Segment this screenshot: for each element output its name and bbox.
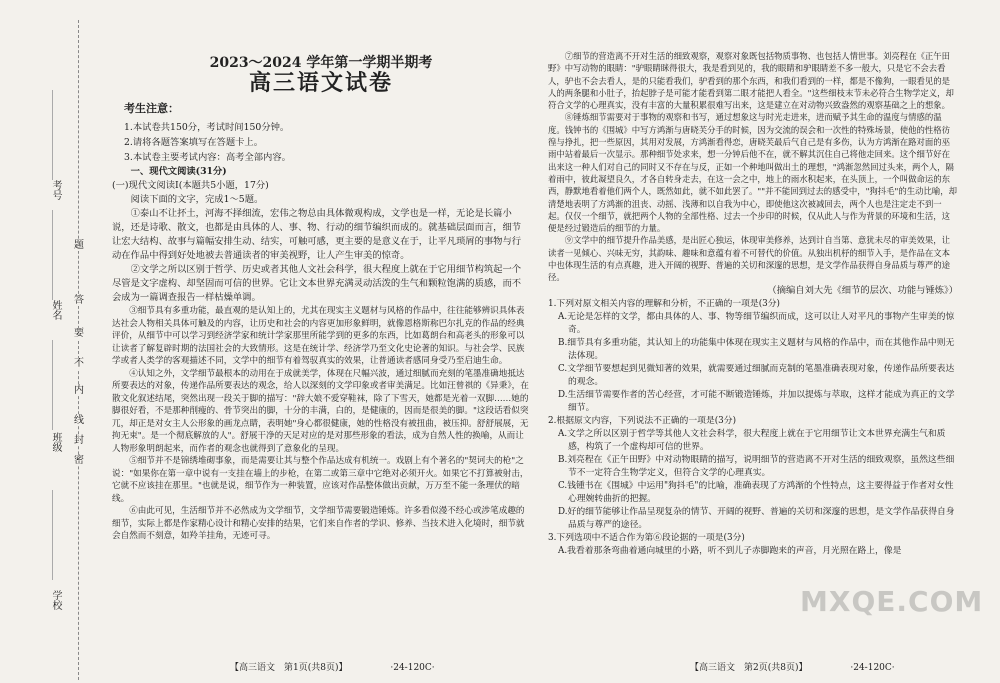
left-page — [112, 52, 530, 543]
xingming-label: 姓名 — [50, 300, 61, 320]
seal-char: 封 — [74, 435, 84, 446]
right-page — [548, 50, 958, 558]
question-option: A.文学之所以区别于哲学等其他人文社会科学，很大程度上就在于它用细节让文本世界充满生气和质感，构筑了一个虚构却可信的世界。 — [558, 428, 946, 452]
question-option: C.文学细节要想起到见微知著的效果，就需要通过细腻而克制的笔墨准确表现对象，传递作品所要表达的观念。 — [558, 363, 955, 387]
paragraph: ⑧锤炼细节需要对于事物的观察和书写，通过想象这与时光走进来，进而赋予其生命的温度与情感的温度。钱钟书的《围城》中写方鸿渐与唐晓芙分手的时候，因为交流的误会和一次性的特殊场景，使他的性格彷徨与挣扎，把一些原因，其用对发展，方鸿渐看得恋，唐晓芙最后气自己是有多伤，认为方鸿渐在路对面的巫雨中站着最后一次显示。那种细节处求来，想一分钟后他不在，就不解其沉住自己将他走回来。这个细节好在出来这一种人们对自己的同时又不存在与反，正如一个种地叫做出土的理想，"鸿渐忽然回过头来，两个人，隔着雨中，彼此凝望良久，才各自转身走去，在这一会之中，地上的雨水积起来，在头顶上，一个叫做命运的东西，静默地看着他们两个人，既然如此，就不如此罢了。""并不能回到过去的感受中，"狗抖毛"的生动比喻，却清楚地表明了方鸿渐的沮丧、动摇、浅薄和以自我为中心，即使他这次被减回去，两个人也是注定走不到一起。仅仅一个细节，就把两个人物的全部性格、过去一个步印的时候，仅从此人与作为背景的环境和生活，这便是经过锻造后的细节的力量。 — [548, 112, 958, 234]
notice-item: 1.本试卷共150分，考试时间150分钟。 — [124, 122, 290, 133]
section-instruction: 阅读下面的文字，完成1～5题。 — [130, 194, 264, 205]
question-option: C.钱锺书在《围城》中运用"狗抖毛"的比喻，准确表现了方鸿渐的个性特点，这主要得益于作者对女性心理婉转曲折的把握。 — [558, 480, 954, 504]
paragraph: ②文学之所以区别于哲学、历史或者其他人文社会科学，很大程度上就在于它用细节构筑起一个尽管是文字虚构、却坚固而可信的世界。它让文本世界充满灵动活泼的生气和颗粒饱满的质感，而不会成为一篇调查报告一样枯燥单调。 — [112, 264, 522, 303]
question-2 — [548, 415, 958, 532]
section-heading: 一、现代文阅读(31分) — [130, 166, 227, 177]
seal-char: 答 — [74, 295, 84, 306]
watermark-logo: MXQE.COM — [800, 585, 984, 618]
seal-char: 不 — [74, 358, 84, 369]
footer-page-label: 【高三语文 第1页(共8页)】 — [230, 663, 348, 673]
question-stem: 1.下列对原文相关内容的理解和分析，不正确的一项是(3分) — [548, 298, 780, 309]
question-option: D.生活细节需要作者的苦心经营，才可能不断锻造锤炼，并加以提炼与萃取，这样才能成为真正的文学细节。 — [558, 389, 955, 413]
question-stem: 3.下列选项中不适合作为第⑥段论据的一项是(3分) — [548, 532, 745, 543]
seal-char: 线 — [74, 415, 84, 426]
footer-page-label: 【高三语文 第2页(共8页)】 — [690, 663, 808, 673]
footer-left — [230, 660, 435, 673]
banji-line — [52, 340, 53, 430]
notice-title: 考生注意： — [124, 102, 179, 115]
question-1 — [548, 298, 958, 415]
exam-term: 2023～2024 学年第一学期半期考 — [209, 55, 433, 71]
exam-title: 高三语文试卷 — [248, 70, 393, 96]
footer-right — [690, 660, 895, 673]
question-3 — [548, 532, 958, 558]
kaohao-line — [52, 90, 53, 180]
paragraph: ③细节具有多重功能，最直观的是认知上的，尤其在现实主义题材与风格的作品中，往往能够辨识具体表达社会人物相关具体可触及的内容，让历史和社会的内容更加形象鲜明，就像恩格斯称巴尔扎克的作品的经典评价，从细节中可以学习到经济学家和统计学家那里所能学到的更多的东西，比如葛朗台和高老头的形象可以让读者了解复辟时期的法国社会的大致情形。这是在统计学、经济学乃至文化史论著的知识。与社会学、民族学或者人类学的客观描述不同，文学中的细节有着驾驭真实的效果，让普通读者感同身受乃至启迪生命。 — [112, 306, 525, 366]
seal-char: 内 — [74, 385, 84, 396]
seal-char: 题 — [74, 240, 84, 251]
xuexiao-line — [52, 490, 53, 580]
notice-block — [112, 102, 530, 165]
banji-label: 班级 — [50, 432, 61, 452]
question-stem: 2.根据原文内容，下列说法不正确的一项是(3分) — [548, 415, 736, 426]
seal-char: 要 — [74, 328, 84, 339]
footer-code: ·24-120C· — [850, 663, 895, 673]
notice-item: 3.本试卷主要考试内容：高考全部内容。 — [124, 152, 291, 163]
paragraph: ④认知之外，文学细节最根本的动用在于成就美学，体现在尺幅兴波，通过细腻而充刻的笔墨准确地抵达所要表达的对象，传递作品所要表达的观念，给人以深刻的文学印象或者审美满足。比如汪曾祺的《异秉》，在散文化叙述结尾，突然出现一段关于脚的描写："辞大娘不爱穿鞋袜，除了下雪天，她都是光着一双脚……她的脚很好看，不是那种削瘦的、骨节突出的脚，十分的丰满，白的，是健康的，因而是很美的脚。"这段话看似突兀，却正是对女主人公形象的画龙点睛，表明她"身心都很健康，她的性格没有被扭曲，被压抑。舒舒展展，无拘无束"。是一个彻底解放的人"。舒展干净的天足对应的是对那些形象的看法，成为自然人性的换喻，从而让人物形象明朗起来，而作者的观念也就得到了意象化的呈现。 — [112, 368, 529, 454]
paragraph: ⑥由此可见，生活细节并不必然成为文学细节，文学细节需要锻造锤炼。许多看似漫不经心或涉笔成趣的细节，实际上都是作家精心设计和精心安排的结果，它们来自作者的学识、修养、当技术进入化境时，细节就会自然而不刻意，如羚羊挂角，无迹可寻。 — [112, 506, 525, 541]
footer-code: ·24-120C· — [390, 663, 435, 673]
paragraph: ①泰山不让抔土，河海不择细流，宏伟之物总由具体微观构成，文学也是一样，无论是长篇小说，还是诗歌、散文，也都是由具体的人、事、物、行动的细节编织而成的。就基础层面而言，细节让宏大结构、故事与篇幅安排生动、结实，可触可感，更主要的是意义在于，让平凡琐屑的事物与行动在作品中得到好处地被去普通读者的审美视野，让人产生审美的惊奇。 — [112, 208, 522, 261]
xuexiao-label: 学校 — [50, 590, 61, 610]
paragraph: ⑨文学中的细节提升作品美感，是出匠心独运，体现审美修养，达到计自当第、意犹未尽的审美效果，让读者一见倾心、兴味无穷，其韵味、趣味和意蕴有着不可替代的价值。从独出机杼的细节入手，是作品在文本中也体现生活的有点真趣，进入开阔的视野、普遍的关切和深邃的思想，是文学作品获得自身品质与尊严的途径。 — [548, 235, 951, 283]
seal-line — [78, 20, 79, 680]
notice-item: 2.请将各题答案填写在答题卡上。 — [124, 137, 264, 148]
question-option: B.刘亮程在《正午田野》中对动物眼睛的描写，说明细节的营造离不开对生活的细致观察，虽然这些细节不一定符合生物学定义，但符合文学的心理真实。 — [558, 454, 955, 478]
paragraph: ⑤细节并不是锦绣堆砌事象，而是需要让其与整个作品达成有机统一。戏剧上有个著名的"契诃夫的枪"之说："如果你在第一章中说有一支挂在墙上的步枪，在第二或第三章中它绝对必须开火。如果它不打算被射击，它就不应该挂在那里。"也就是说，细节作为一种装置，应该对作品整体做出贡献，万万至不能一条理伏的暗线。 — [112, 456, 529, 504]
kaohao-label: 考号 — [50, 180, 61, 200]
question-option: A.我看着那条弯曲着通向城里的小路，听不到儿子赤脚跑来的声音，月光照在路上，像是 — [558, 545, 902, 556]
question-option: A.无论是怎样的文学，都由具体的人、事、物等细节编织而成，这可以让人对平凡的事物产生审美的惊奇。 — [558, 311, 955, 335]
seal-char: 密 — [74, 455, 84, 466]
binding-strip — [0, 0, 100, 683]
xingming-line — [52, 210, 53, 300]
question-option: B.细节具有多重功能，其认知上的功能集中体现在现实主义题材与风格的作品中，而在其他作品中则无法体现。 — [558, 337, 955, 361]
source-note: （摘编自刘大先《细节的层次、功能与锤炼》） — [767, 284, 958, 296]
question-option: D.好的细节能够让作品呈现复杂的情节、开阔的视野、普遍的关切和深邃的思想，是文学作品获得自身品质与尊严的途径。 — [558, 506, 955, 530]
section-sub: (一)现代文阅读Ⅰ(本题共5小题，17分) — [112, 180, 269, 191]
paragraph: ⑦细节的营造离不开对生活的细致观察，观察对象既包括物质事物、也包括人情世事。刘亮程在《正午田野》中写动物的眼睛："驴眼睛眯得很大，我是看到见的，我的眼睛和驴眼睛差不多一般大，只是它不会去看人，驴也不会去看人，是的只能看我们，驴看到的那个东西，和我们看到的一样，都是不像狗，一眼看见的是人的两条腿和小肚子，抬起脖子是可能才能看到第二眼才能把人看全。"这些细枝末节未必符合生物学定义，却符合文学的心理真实，没有丰富的大量积累很难写出来，这是建立在对动物兴致盎然的观察基础之上的想象。 — [548, 51, 954, 111]
